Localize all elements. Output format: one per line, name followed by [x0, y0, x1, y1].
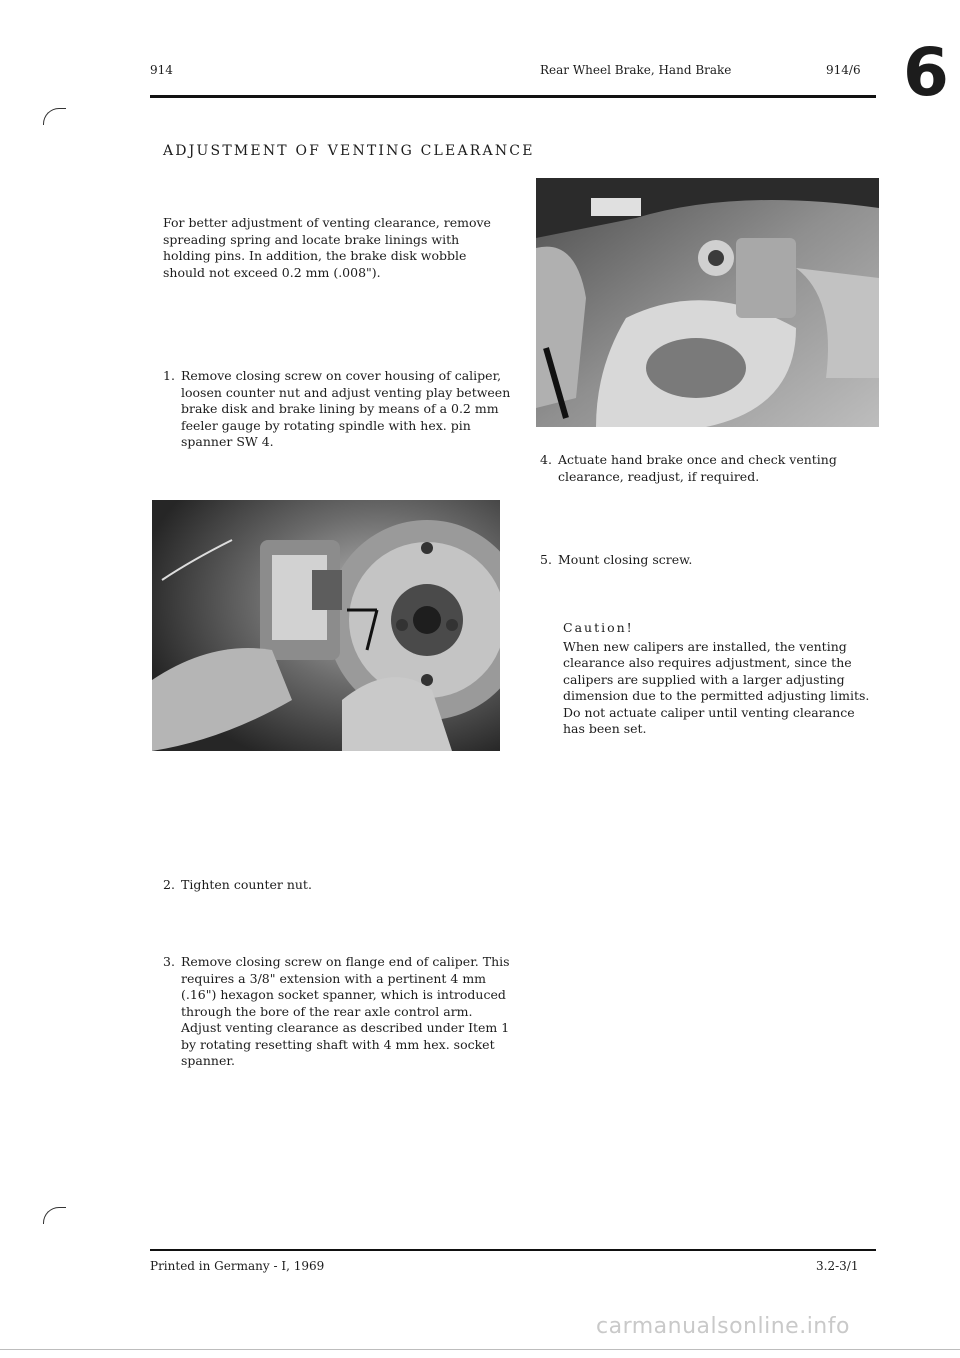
- step-number: 2.: [163, 877, 175, 892]
- caution-block: [563, 620, 878, 738]
- step-3: [163, 954, 513, 1074]
- step-text: Remove closing screw on flange end of caliper. This requires a 3/8" extension with a pertinent 4 mm (.16") hexagon socket spanner, which is introduced through the bore of the rear axle control arm. Adjust venting clearance as described under Item 1 by rotating resetting shaft with 4 mm hex. socket spanner.: [181, 954, 510, 1068]
- caution-heading: Caution!: [563, 620, 634, 635]
- step-5: [540, 552, 885, 572]
- bottom-border: [0, 1349, 960, 1350]
- step-1: [163, 368, 513, 468]
- footer-printed: Printed in Germany - I, 1969: [150, 1259, 325, 1273]
- chapter-number: 6: [903, 34, 947, 111]
- caution-body-2: Do not actuate caliper until venting clearance has been set.: [563, 704, 855, 736]
- step-number: 4.: [540, 452, 552, 467]
- intro-paragraph: For better adjustment of venting clearance, remove spreading spring and locate brake linings with holding pins. In addition, the brake disk wobble should not exceed 0.2 mm (.008").: [163, 215, 491, 280]
- header-section-title: Rear Wheel Brake, Hand Brake: [540, 63, 732, 77]
- step-text: Mount closing screw.: [558, 552, 693, 567]
- caution-body: When new calipers are installed, the venting clearance also requires adjustment, since the calipers are supplied with a larger adjusting dimension due to the permitted adjusting limits.: [563, 638, 870, 703]
- caliper-adjustment-photo: [152, 500, 500, 751]
- hand-brake-photo: [536, 178, 879, 427]
- step-4: [540, 452, 885, 492]
- header-page-ref: 914/6: [826, 63, 861, 77]
- step-number: 5.: [540, 552, 552, 567]
- page-title: ADJUSTMENT OF VENTING CLEARANCE: [163, 143, 535, 159]
- header-model: 914: [150, 63, 173, 77]
- step-2: [163, 877, 513, 897]
- step-number: 1.: [163, 368, 175, 383]
- footer-rule: [150, 1249, 876, 1251]
- footer-page-code: 3.2-3/1: [816, 1259, 859, 1273]
- step-text: Actuate hand brake once and check venting clearance, readjust, if required.: [558, 452, 837, 484]
- step-number: 3.: [163, 954, 175, 969]
- binding-mark: [43, 108, 66, 125]
- binding-mark: [43, 1207, 66, 1224]
- watermark: carmanualsonline.info: [596, 1314, 850, 1339]
- step-text: Remove closing screw on cover housing of caliper, loosen counter nut and adjust venting play between brake disk and brake lining by means of a 0.2 mm feeler gauge by rotating spindle with hex. pin spanner SW 4.: [181, 368, 511, 449]
- step-text: Tighten counter nut.: [181, 877, 312, 892]
- header-rule: [150, 95, 876, 98]
